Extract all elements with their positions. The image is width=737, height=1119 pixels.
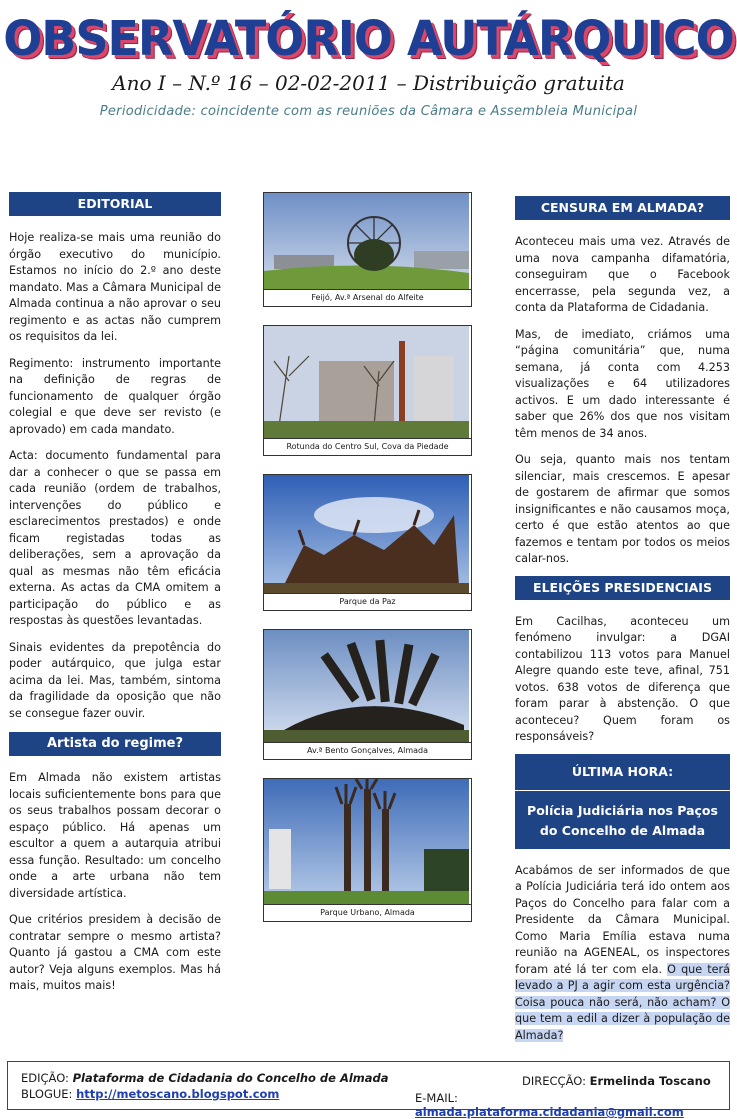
eleicoes-paragraph: Em Cacilhas, aconteceu um fenómeno invulgar: a DGAI contabilizou 113 votos para Manuel Alegre quando este teve, afinal, 751 votos. 638 votos de diferença que foram parar à abstenção. O que aconteceu? Quem foram os responsáveis? bbox=[515, 614, 730, 743]
email-link[interactable]: almada.plataforma.cidadania@gmail.com bbox=[415, 1105, 684, 1119]
masthead bbox=[0, 8, 737, 119]
sculpture-photo-feijo bbox=[264, 193, 469, 289]
editorial-heading: EDITORIAL bbox=[9, 192, 221, 216]
footer-email bbox=[415, 1091, 729, 1119]
photo-card bbox=[263, 325, 472, 456]
right-column bbox=[515, 196, 730, 1044]
photo-card bbox=[263, 629, 472, 760]
ultima-hora-heading: ÚLTIMA HORA: bbox=[515, 754, 730, 790]
direccao-label: DIRECÇÃO: bbox=[522, 1074, 586, 1088]
editorial-paragraph: Hoje realiza-se mais uma reunião do órgão executivo do município. Estamos no início do 2.º ano deste mandato. Mas a Câmara Municipal de Almada continua a não aprovar o seu regimento e as actas não cumprem os requisitos da lei. bbox=[9, 231, 221, 343]
photo-caption: Parque da Paz bbox=[264, 593, 471, 610]
photo-card bbox=[263, 778, 472, 922]
editorial-paragraph: Acta: documento fundamental para dar a conhecer o que se passa em cada reunião (ordem de trabalhos, intervenções do público e esclarecimentos prestados) e onde ficam registadas todas as deliberações, sem a aprovação da qual as mesmas não têm eficácia externa. As actas da CMA omitem a participação do público e as respostas às questões levantadas. bbox=[9, 449, 221, 627]
photo-caption: Parque Urbano, Almada bbox=[264, 904, 471, 921]
newspaper-title: OBSERVATÓRIO AUTÁRQUICO bbox=[3, 9, 734, 67]
blogue-link[interactable]: http://metoscano.blogspot.com bbox=[76, 1087, 280, 1101]
censura-paragraph: Mas, de imediato, criámos uma “página comunitária” que, numa semana, já conta com 4.253 visualizações e 64 utilizadores activos. E um dado interessante é saber que 26% dos que nos visitam têm menos de 34 anos. bbox=[515, 327, 730, 440]
direccao-value: Ermelinda Toscano bbox=[589, 1074, 711, 1088]
edicao-label: EDIÇÃO: bbox=[21, 1071, 69, 1085]
sculpture-photo-parque-urbano bbox=[264, 779, 469, 904]
artista-paragraph: Que critérios presidem à decisão de contratar sempre o mesmo artista? Quanto já gastou a CMA com este autor? Veja alguns exemplos. Mas há mais, muitos mais! bbox=[9, 913, 221, 992]
photo-caption: Feijó, Av.ª Arsenal do Alfeite bbox=[264, 289, 471, 306]
footer-edicao bbox=[21, 1071, 389, 1085]
sculpture-photo-centro-sul bbox=[264, 326, 469, 438]
editorial-paragraph: Regimento: instrumento importante na definição de regras de funcionamento de qualquer órgão colegial e que deve ser revisto (e aprovado) em cada mandato. bbox=[9, 356, 221, 436]
censura-heading: CENSURA EM ALMADA? bbox=[515, 196, 730, 220]
footer-box bbox=[7, 1061, 730, 1119]
ultima-hora-paragraph bbox=[515, 863, 730, 1045]
artista-heading: Artista do regime? bbox=[9, 732, 221, 756]
censura-paragraph: Ou seja, quanto mais nos tentam silenciar, mais crescemos. E apesar de gostarem de afirmar que somos insignificantes e não causamos moça, certo é que estão atentos ao que fazemos e tentam por todos os meios calar-nos. bbox=[515, 453, 730, 565]
periodicity-line: Periodicidade: coincidente com as reuniões da Câmara e Assembleia Municipal bbox=[99, 104, 638, 119]
sculpture-photo-bento-goncalves bbox=[264, 630, 469, 742]
sculpture-photo-parque-paz bbox=[264, 475, 469, 593]
email-label: E-MAIL: bbox=[415, 1091, 458, 1105]
ultima-hora-subheading: Polícia Judiciária nos Paços do Concelho de Almada bbox=[515, 790, 730, 849]
photo-card bbox=[263, 192, 472, 307]
censura-paragraph: Aconteceu mais uma vez. Através de uma nova campanha difamatória, conseguiram que o Facebook encerrasse, pela segunda vez, a conta da Plataforma de Cidadania. bbox=[515, 235, 730, 314]
issue-line: Ano I – N.º 16 – 02-02-2011 – Distribuição gratuita bbox=[112, 71, 625, 95]
edicao-value: Plataforma de Cidadania do Concelho de Almada bbox=[72, 1071, 389, 1085]
ultima-hora-highlight: O que terá levado a PJ a agir com esta urgência? Coisa pouca não será, não acham? O que tem a edil a dizer à população de Almada? bbox=[515, 962, 730, 1042]
photo-caption: Av.ª Bento Gonçalves, Almada bbox=[264, 742, 471, 759]
photo-card bbox=[263, 474, 472, 611]
editorial-paragraph: Sinais evidentes da prepotência do poder autárquico, que julga estar acima da lei. Mas, também, sintoma da fragilidade da oposição que não se consegue fazer ouvir. bbox=[9, 640, 221, 720]
footer-blogue bbox=[21, 1087, 279, 1101]
eleicoes-heading: ELEIÇÕES PRESIDENCIAIS bbox=[515, 576, 730, 600]
photo-caption: Rotunda do Centro Sul, Cova da Piedade bbox=[264, 438, 471, 455]
photo-column bbox=[263, 192, 470, 940]
left-column bbox=[9, 192, 221, 995]
footer-direccao bbox=[522, 1074, 711, 1088]
ultima-hora-text: Acabámos de ser informados de que a Polícia Judiciária terá ido ontem aos Paços do Concelho para falar com a Presidente da Câmara Municipal. Como Maria Emília estava numa reunião na AGENEAL, os inspectores foram até lá ter com ela. bbox=[515, 863, 730, 976]
artista-paragraph: Em Almada não existem artistas locais suficientemente bons para que os seus trabalhos possam decorar o espaço público. Há apenas um escultor a quem a autarquia atribui essa função. Resultado: um concelho onde a arte urbana não tem diversidade artística. bbox=[9, 771, 221, 900]
blogue-label: BLOGUE: bbox=[21, 1087, 73, 1101]
